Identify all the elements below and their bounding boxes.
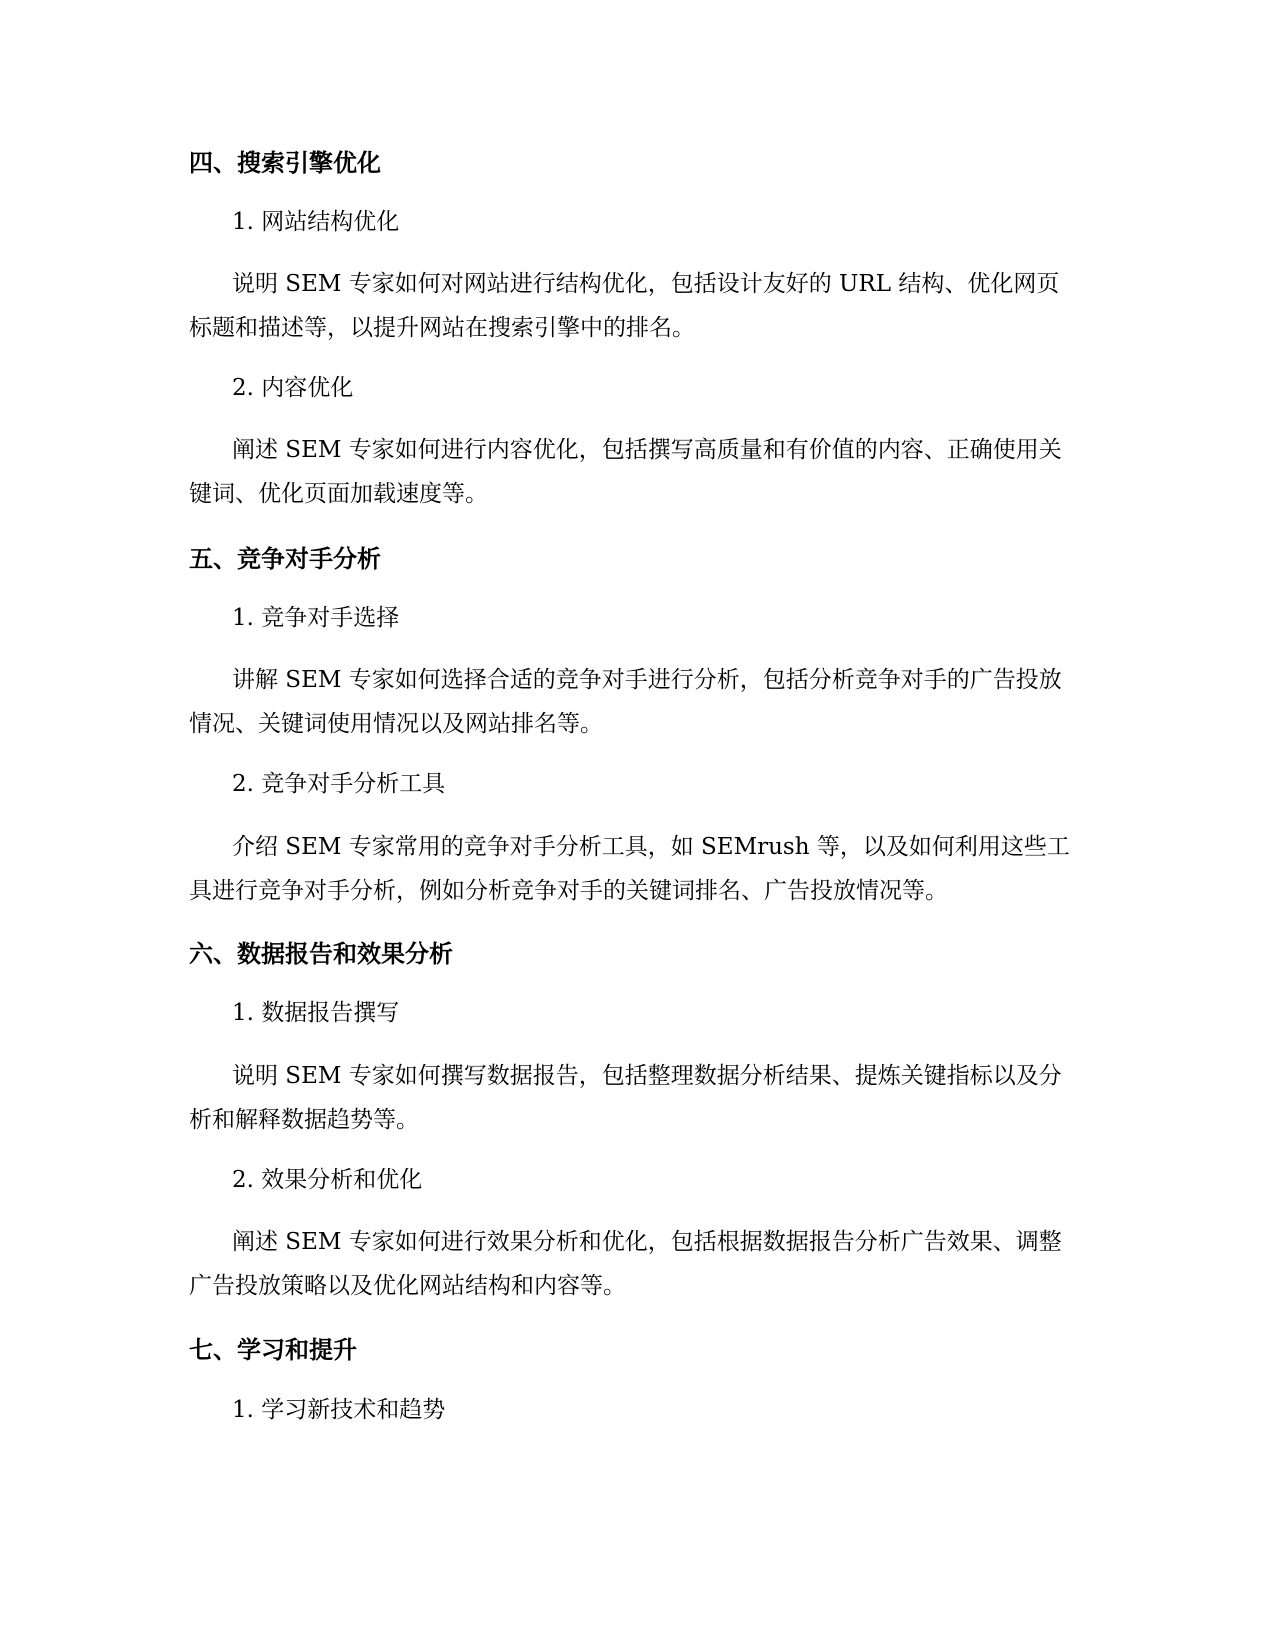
body-paragraph: 说明 SEM 专家如何撰写数据报告，包括整理数据分析结果、提炼关键指标以及分析和解释数据趋势等。 bbox=[189, 1063, 1062, 1133]
subsection-heading: 1. 学习新技术和趋势 bbox=[232, 1397, 446, 1423]
body-paragraph: 说明 SEM 专家如何对网站进行结构优化，包括设计友好的 URL 结构、优化网页标题和描述等，以提升网站在搜索引擎中的排名。 bbox=[189, 271, 1060, 341]
body-paragraph: 介绍 SEM 专家常用的竞争对手分析工具，如 SEMrush 等，以及如何利用这些工具进行竞争对手分析，例如分析竞争对手的关键词排名、广告投放情况等。 bbox=[189, 834, 1070, 904]
body-paragraph: 讲解 SEM 专家如何选择合适的竞争对手进行分析，包括分析竞争对手的广告投放情况、关键词使用情况以及网站排名等。 bbox=[189, 667, 1062, 737]
subsection-heading: 2. 内容优化 bbox=[232, 375, 354, 401]
subsection-heading: 2. 竞争对手分析工具 bbox=[232, 771, 446, 797]
subsection-heading: 2. 效果分析和优化 bbox=[232, 1167, 423, 1193]
subsection-heading: 1. 网站结构优化 bbox=[232, 209, 400, 235]
body-paragraph: 阐述 SEM 专家如何进行内容优化，包括撰写高质量和有价值的内容、正确使用关键词、优化页面加载速度等。 bbox=[189, 437, 1062, 507]
section-heading: 五、竞争对手分析 bbox=[189, 545, 381, 573]
section-heading: 六、数据报告和效果分析 bbox=[189, 940, 453, 968]
subsection-heading: 1. 竞争对手选择 bbox=[232, 605, 400, 631]
section-heading: 七、学习和提升 bbox=[189, 1336, 357, 1364]
subsection-heading: 1. 数据报告撰写 bbox=[232, 1000, 400, 1026]
document-page bbox=[189, 0, 1082, 1650]
section-heading: 四、搜索引擎优化 bbox=[189, 149, 381, 177]
body-paragraph: 阐述 SEM 专家如何进行效果分析和优化，包括根据数据报告分析广告效果、调整广告投放策略以及优化网站结构和内容等。 bbox=[189, 1229, 1062, 1299]
